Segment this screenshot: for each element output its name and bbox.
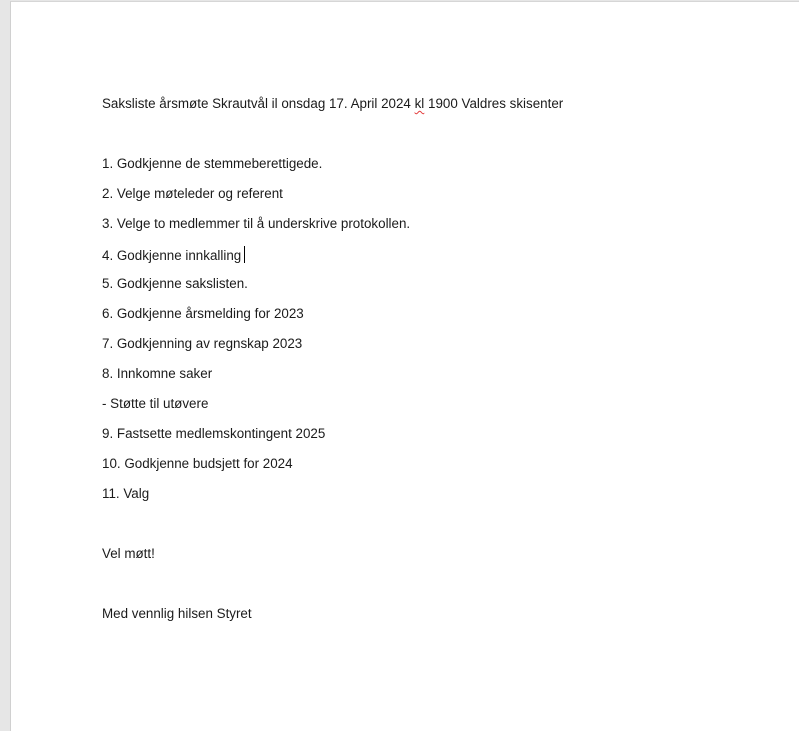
agenda-item-7[interactable]: 7. Godkjenning av regnskap 2023 [102,336,303,351]
agenda-item-5[interactable]: 5. Godkjenne sakslisten. [102,276,248,291]
agenda-item-2[interactable]: 2. Velge møteleder og referent [102,186,283,201]
agenda-item-1[interactable]: 1. Godkjenne de stemmeberettigede. [102,156,323,171]
agenda-item-3[interactable]: 3. Velge to medlemmer til å underskrive protokollen. [102,216,411,231]
agenda-item-11[interactable]: 11. Valg [102,486,150,501]
signature-line[interactable]: Med vennlig hilsen Styret [102,606,252,621]
agenda-subitem[interactable]: - Støtte til utøvere [102,396,209,411]
document-page[interactable] [10,1,799,731]
agenda-heading[interactable] [102,96,563,112]
agenda-item-4-text: 4. Godkjenne innkalling [102,248,242,263]
agenda-heading-start: Saksliste årsmøte Skrautvål il onsdag 17. April 2024 [102,96,415,111]
spelling-flagged-word[interactable]: kl [414,96,425,111]
text-cursor [244,246,245,263]
agenda-heading-end: 1900 Valdres skisenter [424,96,564,111]
agenda-item-4[interactable] [102,246,245,264]
agenda-item-9[interactable]: 9. Fastsette medlemskontingent 2025 [102,426,326,441]
agenda-item-10[interactable]: 10. Godkjenne budsjett for 2024 [102,456,293,471]
closing-line[interactable]: Vel møtt! [102,546,155,561]
agenda-item-8[interactable]: 8. Innkomne saker [102,366,213,381]
agenda-item-6[interactable]: 6. Godkjenne årsmelding for 2023 [102,306,304,321]
